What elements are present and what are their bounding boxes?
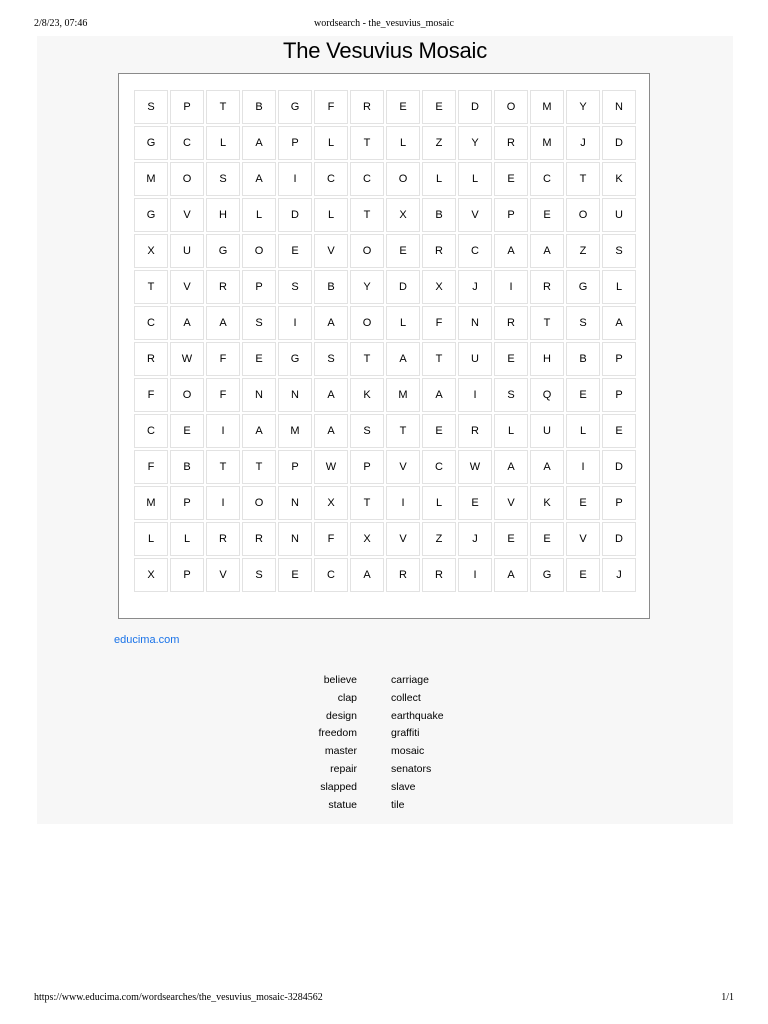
grid-cell: E	[170, 414, 204, 448]
grid-cell: E	[242, 342, 276, 376]
grid-cell: O	[386, 162, 420, 196]
grid-cell: R	[242, 522, 276, 556]
grid-cell: C	[458, 234, 492, 268]
print-header	[34, 18, 734, 32]
word-list-item: tile	[391, 798, 405, 811]
grid-cell: P	[170, 90, 204, 124]
grid-cell: T	[530, 306, 564, 340]
grid-cell: A	[170, 306, 204, 340]
grid-cell: E	[602, 414, 636, 448]
grid-cell: M	[134, 486, 168, 520]
grid-cell: W	[170, 342, 204, 376]
grid-cell: V	[566, 522, 600, 556]
grid-cell: C	[134, 414, 168, 448]
grid-cell: N	[278, 378, 312, 412]
grid-cell: F	[422, 306, 456, 340]
print-footer	[34, 992, 734, 1006]
grid-cell: A	[314, 414, 348, 448]
grid-cell: R	[458, 414, 492, 448]
grid-cell: A	[206, 306, 240, 340]
grid-cell: A	[422, 378, 456, 412]
word-list-item: statue	[328, 798, 357, 811]
word-list-item: slapped	[320, 780, 357, 793]
grid-cell: G	[278, 342, 312, 376]
grid-cell: T	[206, 450, 240, 484]
grid-cell: E	[386, 234, 420, 268]
grid-cell: N	[278, 486, 312, 520]
grid-cell: O	[566, 198, 600, 232]
grid-cell: S	[134, 90, 168, 124]
grid-cell: G	[566, 270, 600, 304]
grid-cell: U	[602, 198, 636, 232]
grid-cell: G	[134, 126, 168, 160]
grid-cell: J	[458, 522, 492, 556]
word-grid	[134, 90, 636, 592]
grid-cell: W	[314, 450, 348, 484]
grid-cell: M	[530, 90, 564, 124]
grid-cell: F	[314, 90, 348, 124]
grid-cell: F	[314, 522, 348, 556]
grid-cell: J	[602, 558, 636, 592]
grid-cell: D	[278, 198, 312, 232]
grid-cell: I	[458, 558, 492, 592]
word-list-item: repair	[330, 762, 357, 775]
grid-cell: L	[206, 126, 240, 160]
word-grid-frame	[118, 73, 650, 619]
grid-cell: E	[278, 558, 312, 592]
word-list-item: master	[324, 745, 357, 758]
grid-cell: E	[566, 558, 600, 592]
word-list-item: believe	[323, 674, 357, 686]
grid-cell: A	[314, 378, 348, 412]
word-list-item: clap	[337, 691, 357, 704]
grid-cell: S	[314, 342, 348, 376]
grid-cell: H	[530, 342, 564, 376]
grid-cell: L	[602, 270, 636, 304]
grid-cell: G	[530, 558, 564, 592]
grid-cell: F	[134, 378, 168, 412]
grid-cell: I	[386, 486, 420, 520]
grid-cell: S	[602, 234, 636, 268]
grid-cell: V	[494, 486, 528, 520]
grid-cell: E	[494, 342, 528, 376]
grid-cell: N	[458, 306, 492, 340]
grid-cell: R	[206, 270, 240, 304]
grid-cell: L	[566, 414, 600, 448]
grid-cell: E	[278, 234, 312, 268]
print-doc-title: wordsearch - the_vesuvius_mosaic	[314, 18, 454, 29]
grid-cell: T	[350, 126, 384, 160]
grid-cell: T	[566, 162, 600, 196]
grid-cell: P	[278, 450, 312, 484]
grid-cell: E	[566, 378, 600, 412]
grid-cell: O	[350, 234, 384, 268]
grid-cell: C	[134, 306, 168, 340]
grid-cell: E	[386, 90, 420, 124]
grid-cell: A	[386, 342, 420, 376]
grid-cell: I	[278, 306, 312, 340]
word-list-item: collect	[391, 691, 421, 704]
grid-cell: I	[206, 486, 240, 520]
grid-cell: M	[278, 414, 312, 448]
grid-cell: F	[206, 378, 240, 412]
grid-cell: P	[602, 486, 636, 520]
grid-cell: T	[242, 450, 276, 484]
grid-cell: R	[206, 522, 240, 556]
grid-cell: D	[602, 522, 636, 556]
grid-cell: C	[170, 126, 204, 160]
grid-cell: W	[458, 450, 492, 484]
word-list-item: slave	[391, 780, 416, 793]
print-date: 2/8/23, 07:46	[34, 18, 88, 29]
worksheet	[37, 36, 733, 824]
grid-cell: E	[422, 414, 456, 448]
grid-cell: P	[170, 558, 204, 592]
grid-cell: A	[530, 234, 564, 268]
grid-cell: X	[314, 486, 348, 520]
grid-cell: G	[206, 234, 240, 268]
grid-cell: P	[602, 378, 636, 412]
grid-cell: L	[386, 126, 420, 160]
grid-cell: L	[314, 126, 348, 160]
grid-cell: I	[494, 270, 528, 304]
grid-cell: L	[422, 162, 456, 196]
grid-cell: O	[170, 378, 204, 412]
grid-cell: S	[242, 558, 276, 592]
grid-cell: R	[530, 270, 564, 304]
grid-cell: E	[494, 522, 528, 556]
grid-cell: M	[134, 162, 168, 196]
grid-cell: X	[134, 234, 168, 268]
grid-cell: R	[494, 306, 528, 340]
grid-cell: O	[242, 234, 276, 268]
word-list-item: carriage	[391, 674, 429, 686]
grid-cell: U	[170, 234, 204, 268]
grid-cell: P	[278, 126, 312, 160]
grid-cell: Z	[566, 234, 600, 268]
grid-cell: L	[458, 162, 492, 196]
grid-cell: N	[242, 378, 276, 412]
grid-cell: C	[530, 162, 564, 196]
grid-cell: B	[170, 450, 204, 484]
grid-cell: G	[278, 90, 312, 124]
grid-cell: R	[134, 342, 168, 376]
grid-cell: T	[350, 486, 384, 520]
grid-cell: G	[134, 198, 168, 232]
grid-cell: N	[278, 522, 312, 556]
grid-cell: S	[350, 414, 384, 448]
grid-cell: M	[530, 126, 564, 160]
grid-cell: O	[350, 306, 384, 340]
grid-cell: K	[350, 378, 384, 412]
grid-cell: J	[458, 270, 492, 304]
grid-cell: L	[134, 522, 168, 556]
word-list-item: graffiti	[391, 727, 420, 740]
grid-cell: L	[386, 306, 420, 340]
grid-cell: L	[494, 414, 528, 448]
grid-cell: A	[530, 450, 564, 484]
grid-cell: V	[206, 558, 240, 592]
grid-cell: E	[494, 162, 528, 196]
grid-cell: P	[602, 342, 636, 376]
word-list-item: freedom	[318, 727, 357, 740]
grid-cell: S	[566, 306, 600, 340]
grid-cell: D	[458, 90, 492, 124]
grid-cell: R	[494, 126, 528, 160]
grid-cell: A	[602, 306, 636, 340]
grid-cell: S	[494, 378, 528, 412]
grid-cell: Z	[422, 522, 456, 556]
page-title: The Vesuvius Mosaic	[282, 38, 488, 63]
grid-cell: T	[350, 342, 384, 376]
grid-cell: A	[314, 306, 348, 340]
grid-cell: E	[422, 90, 456, 124]
grid-cell: T	[350, 198, 384, 232]
grid-cell: K	[602, 162, 636, 196]
grid-cell: T	[134, 270, 168, 304]
grid-cell: V	[386, 450, 420, 484]
grid-cell: L	[314, 198, 348, 232]
grid-cell: R	[386, 558, 420, 592]
grid-cell: S	[278, 270, 312, 304]
grid-cell: D	[386, 270, 420, 304]
grid-cell: Y	[458, 126, 492, 160]
grid-cell: Y	[350, 270, 384, 304]
print-page-number: 1/1	[721, 992, 734, 1003]
word-list-item: earthquake	[391, 709, 444, 722]
grid-cell: V	[170, 198, 204, 232]
grid-cell: R	[422, 234, 456, 268]
grid-cell: Q	[530, 378, 564, 412]
grid-cell: L	[242, 198, 276, 232]
grid-cell: A	[350, 558, 384, 592]
grid-cell: B	[242, 90, 276, 124]
grid-cell: E	[530, 198, 564, 232]
grid-cell: P	[350, 450, 384, 484]
grid-cell: M	[386, 378, 420, 412]
grid-cell: P	[494, 198, 528, 232]
grid-cell: A	[242, 414, 276, 448]
grid-cell: P	[242, 270, 276, 304]
grid-cell: I	[206, 414, 240, 448]
grid-cell: A	[242, 162, 276, 196]
grid-cell: T	[422, 342, 456, 376]
grid-cell: X	[386, 198, 420, 232]
grid-cell: O	[242, 486, 276, 520]
grid-cell: L	[422, 486, 456, 520]
educima-link[interactable]: educima.com	[114, 634, 180, 646]
grid-cell: Z	[422, 126, 456, 160]
grid-cell: C	[422, 450, 456, 484]
grid-cell: B	[314, 270, 348, 304]
grid-cell: R	[422, 558, 456, 592]
grid-cell: V	[170, 270, 204, 304]
grid-cell: R	[350, 90, 384, 124]
grid-cell: N	[602, 90, 636, 124]
grid-cell: D	[602, 126, 636, 160]
grid-cell: A	[494, 450, 528, 484]
grid-cell: L	[170, 522, 204, 556]
grid-cell: X	[422, 270, 456, 304]
grid-cell: S	[242, 306, 276, 340]
grid-cell: C	[314, 162, 348, 196]
grid-cell: S	[206, 162, 240, 196]
grid-cell: U	[530, 414, 564, 448]
grid-cell: A	[242, 126, 276, 160]
grid-cell: E	[530, 522, 564, 556]
grid-cell: I	[278, 162, 312, 196]
grid-cell: V	[458, 198, 492, 232]
grid-cell: A	[494, 234, 528, 268]
grid-cell: O	[494, 90, 528, 124]
grid-cell: V	[386, 522, 420, 556]
word-list	[267, 674, 507, 816]
grid-cell: U	[458, 342, 492, 376]
grid-cell: K	[530, 486, 564, 520]
grid-cell: T	[386, 414, 420, 448]
grid-cell: X	[350, 522, 384, 556]
grid-cell: E	[566, 486, 600, 520]
grid-cell: H	[206, 198, 240, 232]
word-list-item: mosaic	[391, 745, 425, 758]
grid-cell: D	[602, 450, 636, 484]
grid-cell: X	[134, 558, 168, 592]
grid-cell: V	[314, 234, 348, 268]
grid-cell: C	[314, 558, 348, 592]
word-list-item: design	[326, 709, 357, 722]
grid-cell: F	[206, 342, 240, 376]
grid-cell: B	[566, 342, 600, 376]
grid-cell: T	[206, 90, 240, 124]
grid-cell: E	[458, 486, 492, 520]
grid-cell: F	[134, 450, 168, 484]
grid-cell: J	[566, 126, 600, 160]
grid-cell: I	[566, 450, 600, 484]
grid-cell: C	[350, 162, 384, 196]
grid-cell: I	[458, 378, 492, 412]
grid-cell: P	[170, 486, 204, 520]
grid-cell: A	[494, 558, 528, 592]
grid-cell: O	[170, 162, 204, 196]
grid-cell: B	[422, 198, 456, 232]
grid-cell: Y	[566, 90, 600, 124]
word-list-item: senators	[391, 762, 432, 775]
print-url: https://www.educima.com/wordsearches/the_vesuvius_mosaic-3284562	[34, 992, 323, 1003]
